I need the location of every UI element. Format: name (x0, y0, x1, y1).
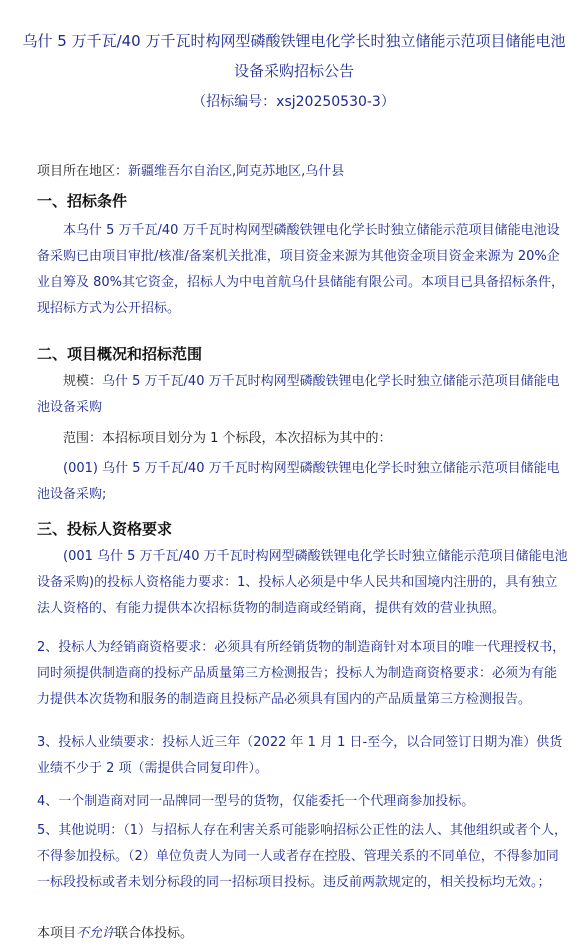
section-2-heading: 二、项目概况和招标范围 (37, 345, 203, 363)
range-paragraph: 范围：本招标项目划分为 1 个标段，本次招标为其中的： (63, 431, 392, 446)
tender-code: （招标编号：xsj20250530-3） (192, 94, 395, 110)
consortium-emphasis: 不允许 (76, 926, 116, 941)
project-location (37, 160, 344, 179)
scale-value: 乌什 5 万千瓦/40 万千瓦时构网型磷酸铁锂电化学长时独立储能示范项目储能电池设备采购 (37, 374, 560, 415)
qualification-paragraph-1: (001 乌什 5 万千瓦/40 万千瓦时构网型磷酸铁锂电化学长时独立储能示范项目储能电池设备采购)的投标人资格能力要求：1、投标人必须是中华人民共和国境内注册的，具有独立法人资格的、有能力提供本次招标货物的制造商或经销商，提供有效的营业执照。 (37, 549, 568, 616)
qualification-paragraph-3: 3、投标人业绩要求：投标人近三年（2022 年 1 月 1 日-至今，以合同签订日期为准）供货业绩不少于 2 项（需提供合同复印件）。 (37, 735, 563, 776)
qualification-paragraph-5: 5、其他说明：（1）与招标人存在利害关系可能影响招标公正性的法人、其他组织或者个人，不得参加投标。（2）单位负责人为同一人或者存在控股、管理关系的不同单位，不得参加同一标段投标或者未划分标段的同一招标项目投标。违反前两款规定的，相关投标均无效。； (37, 823, 568, 890)
qualification-paragraph-2: 2、投标人为经销商资格要求：必须具有所经销货物的制造商针对本项目的唯一代理授权书，同时须提供制造商的投标产品质量第三方检测报告；投标人为制造商资格要求：必须为有能力提供本次货物和服务的制造商且投标产品必须具有国内的产品质量第三方检测报告。 (37, 640, 566, 707)
consortium-suffix: 联合体投标。 (115, 926, 194, 941)
scale-label: 规模： (63, 374, 103, 389)
section-1-heading: 一、招标条件 (37, 192, 128, 210)
lot-paragraph: (001) 乌什 5 万千瓦/40 万千瓦时构网型磷酸铁锂电化学长时独立储能示范项目储能电池设备采购; (37, 461, 560, 502)
qualification-paragraph-4: 4、一个制造商对同一品牌同一型号的货物，仅能委托一个代理商参加投标。 (37, 794, 475, 809)
section-3-heading: 三、投标人资格要求 (37, 520, 173, 538)
location-value: 新疆维吾尔自治区,阿克苏地区,乌什县 (128, 164, 345, 179)
consortium-prefix: 本项目 (37, 926, 77, 941)
section-1-paragraph: 本乌什 5 万千瓦/40 万千瓦时构网型磷酸铁锂电化学长时独立储能示范项目储能电池设备采购已由项目审批/核准/备案机关批准，项目资金来源为其他资金项目资金来源为 20%企业自筹及 80%其它资金，招标人为中电首航乌什县储能有限公司。本项目已具备招标条件，现招标方式为公开招标。 (37, 223, 565, 316)
notice-title: 乌什 5 万千瓦/40 万千瓦时构网型磷酸铁锂电化学长时独立储能示范项目储能电池设备采购招标公告 (22, 32, 566, 80)
location-label: 项目所在地区： (37, 164, 129, 179)
consortium-statement (37, 922, 193, 941)
scale-paragraph (37, 369, 569, 421)
